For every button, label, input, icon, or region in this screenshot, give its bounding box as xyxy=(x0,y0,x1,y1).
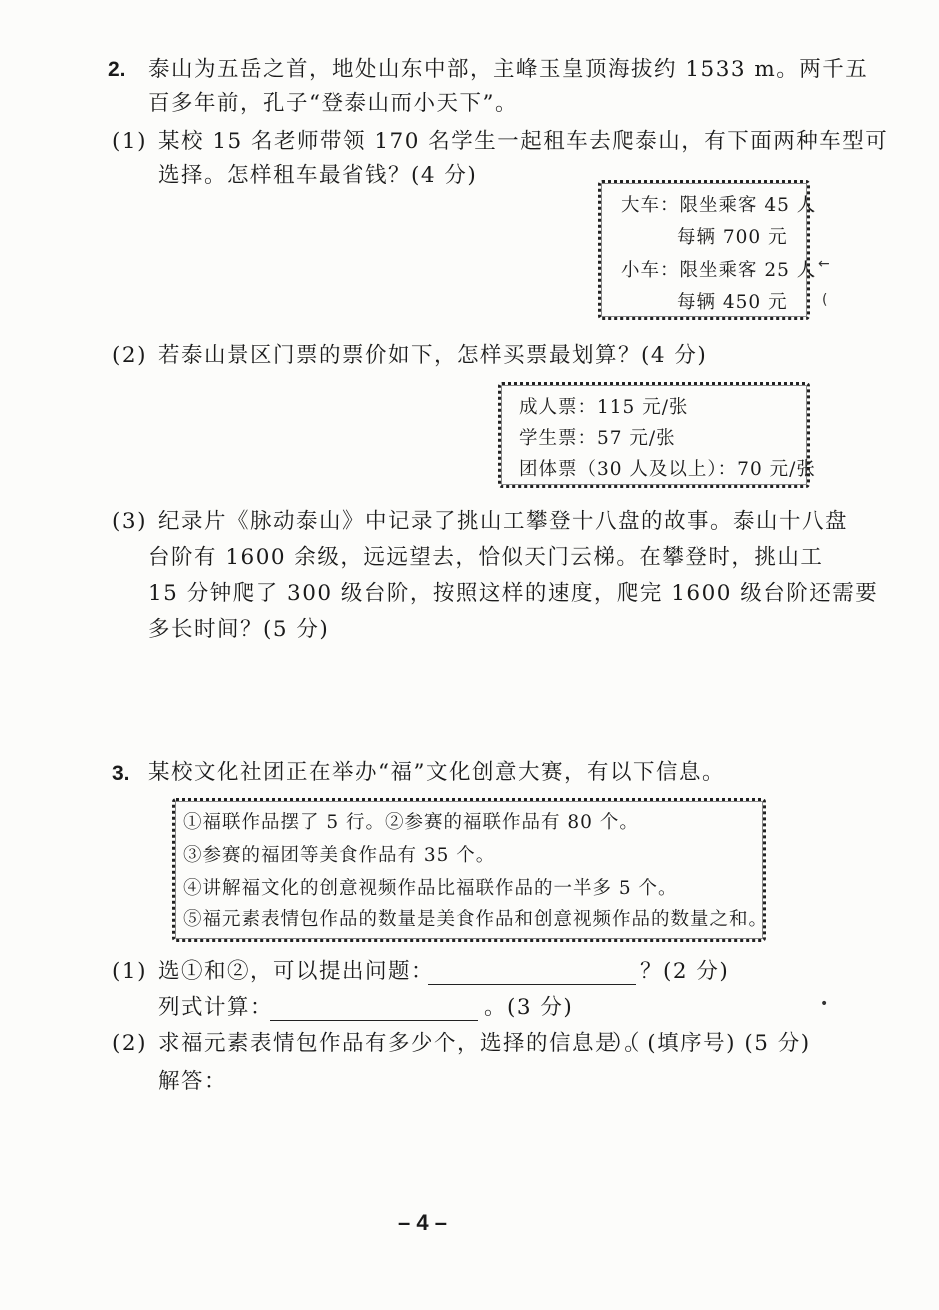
question-3-part1-calc-blank[interactable] xyxy=(270,998,478,1025)
margin-paren-mark: ( xyxy=(822,292,828,308)
margin-arrow-mark: ← xyxy=(818,256,830,272)
question-2-part2-line1: 若泰山景区门票的票价如下，怎样买票最划算？(4 分) xyxy=(158,343,708,368)
info-item-4: ④讲解福文化的创意视频作品比福联作品的一半多 5 个。 xyxy=(183,878,678,899)
bus-options-box xyxy=(598,180,817,320)
question-3-part1-calc-score: 。(3 分) xyxy=(484,995,574,1020)
question-2-part3-line3: 15 分钟爬了 300 级台阶，按照这样的速度，爬完 1600 级台阶还需要 xyxy=(148,581,879,606)
question-3-part1-label: (1) xyxy=(112,959,147,984)
question-3-part1-calc-label: 列式计算： xyxy=(158,995,274,1020)
question-2-part3-line4: 多长时间？(5 分) xyxy=(148,617,330,642)
question-2-part1-line1: 某校 15 名老师带领 170 名学生一起租车去爬泰山，有下面两种车型可 xyxy=(158,129,889,154)
adult-ticket-price: 成人票：115 元/张 xyxy=(519,397,689,418)
question-2-part1-line2: 选择。怎样租车最省钱？(4 分) xyxy=(158,163,478,188)
big-bus-capacity: 大车：限坐乘客 45 人 xyxy=(621,195,817,216)
question-3-part1-score: ？(2 分) xyxy=(640,959,730,984)
info-item-5: ⑤福元素表情包作品的数量是美食作品和创意视频作品的数量之和。 xyxy=(183,909,769,930)
question-3-part2-answer-label: 解答： xyxy=(158,1069,228,1094)
question-2-part2-label: (2) xyxy=(112,343,147,368)
question-3-part1-prompt: 选①和②，可以提出问题： xyxy=(158,959,435,984)
question-3-intro: 某校文化社团正在举办“福”文化创意大赛，有以下信息。 xyxy=(148,760,725,785)
question-2-part3-line1: 纪录片《脉动泰山》中记录了挑山工攀登十八盘的故事。泰山十八盘 xyxy=(158,509,849,534)
question-3-part1-answer-blank[interactable] xyxy=(428,962,636,989)
big-bus-price: 每辆 700 元 xyxy=(677,227,788,248)
small-bus-price: 每辆 450 元 xyxy=(677,292,788,313)
question-3-number: 3. xyxy=(112,762,130,785)
contest-info-box xyxy=(172,798,769,942)
question-2-intro-line2: 百多年前，孔子“登泰山而小天下”。 xyxy=(148,91,518,116)
info-item-1-2: ①福联作品摆了 5 行。②参赛的福联作品有 80 个。 xyxy=(183,812,639,833)
question-3-part2-score: ）。(填序号) (5 分) xyxy=(612,1031,811,1056)
question-2-intro-line1: 泰山为五岳之首，地处山东中部，主峰玉皇顶海拔约 1533 m。两千五 xyxy=(148,57,869,82)
question-2-part1-label: (1) xyxy=(112,129,147,154)
info-item-3: ③参赛的福团等美食作品有 35 个。 xyxy=(183,845,496,866)
margin-dot-mark: • xyxy=(820,996,829,1012)
question-3-part2-label: (2) xyxy=(112,1031,147,1056)
question-2-part3-label: (3) xyxy=(112,509,147,534)
question-2-part3-line2: 台阶有 1600 余级，远远望去，恰似天门云梯。在攀登时，挑山工 xyxy=(148,545,824,570)
page-number: – 4 – xyxy=(398,1210,447,1235)
group-ticket-price: 团体票（30 人及以上）：70 元/张 xyxy=(519,459,816,480)
question-3-part2-prompt: 求福元素表情包作品有多少个，选择的信息是（ xyxy=(158,1031,642,1056)
ticket-price-box xyxy=(498,382,816,488)
question-2-number: 2. xyxy=(108,58,126,81)
student-ticket-price: 学生票：57 元/张 xyxy=(519,428,676,449)
small-bus-capacity: 小车：限坐乘客 25 人 xyxy=(621,260,817,281)
